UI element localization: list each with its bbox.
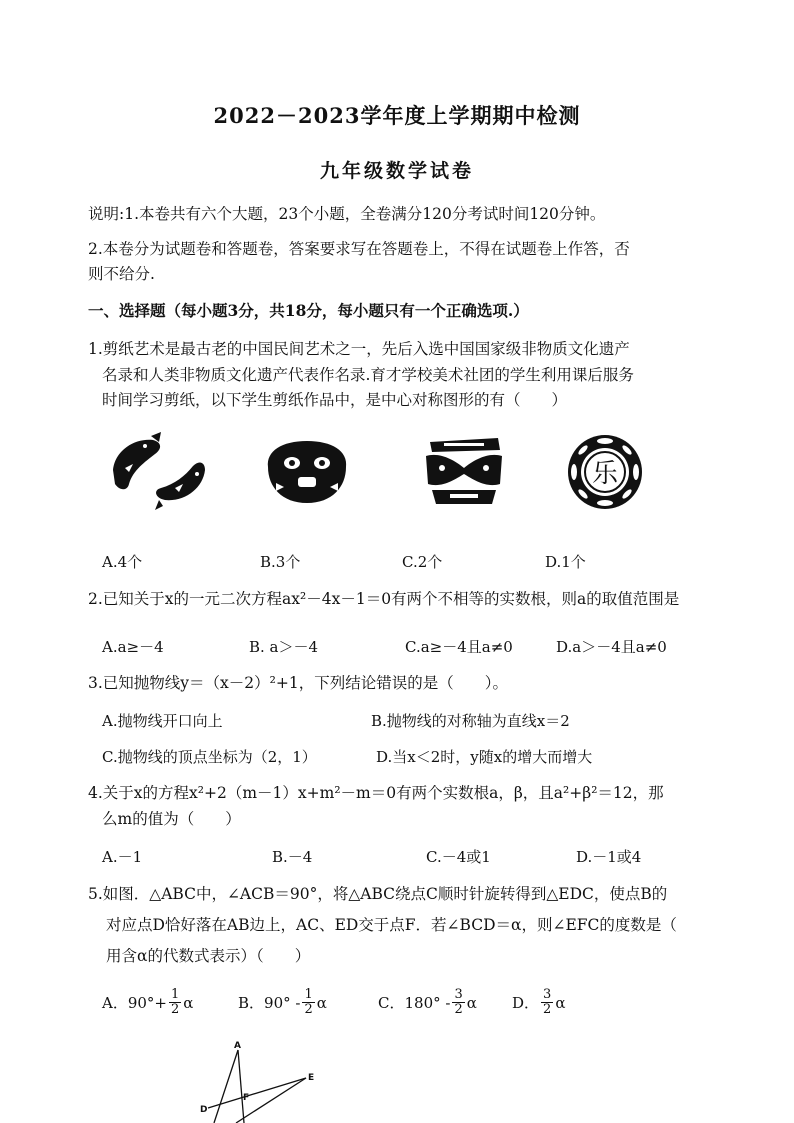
instruction-line-1: 说明:1.本卷共有六个大题，23个小题，全卷满分120分考试时间120分钟。 [88, 205, 606, 223]
q5-option-b [238, 988, 327, 1017]
label-f: F [243, 1093, 250, 1103]
q5-option-b-numerator: 1 [304, 987, 313, 1002]
q5-option-d-denominator: 2 [543, 1002, 552, 1017]
q5-option-d-prefix: D． [512, 994, 540, 1012]
instruction-line-2a: 2.本卷分为试题卷和答题卷，答案要求写在答题卷上，不得在试题卷上作答，否 [88, 240, 630, 258]
q5-option-b-suffix: α [316, 993, 327, 1012]
q5-option-a [102, 988, 193, 1017]
q5-option-a-denominator: 2 [171, 1002, 180, 1017]
q5-stem-line-3: 用含α的代数式表示）（ ） [106, 947, 311, 965]
label-e: E [308, 1073, 315, 1083]
q4-stem-line-1: 4.关于x的方程x²+2（m－1）x+m²－m＝0有两个实数根a，β，且a²+β²＝12，那 [88, 784, 664, 802]
q5-option-a-numerator: 1 [171, 987, 180, 1002]
q4-stem-line-2: 么m的值为（ ） [102, 810, 241, 828]
q5-geometry-figure [196, 1040, 326, 1123]
q1-option-a: A.4个 [102, 553, 143, 571]
q2-option-c: C.a≥－4且a≠0 [405, 638, 513, 656]
q4-option-d: D.－1或4 [576, 848, 642, 866]
label-a: A [234, 1041, 241, 1051]
instruction-line-2b: 则不给分. [88, 265, 155, 283]
q3-stem: 3.已知抛物线y＝（x－2）²+1，下列结论错误的是（ ）。 [88, 674, 508, 692]
q5-option-b-denominator: 2 [304, 1002, 313, 1017]
q3-option-b: B.抛物线的对称轴为直线x＝2 [371, 712, 570, 730]
q5-option-c-fraction [452, 988, 464, 1017]
lion-face-papercut-image [262, 437, 352, 507]
q2-option-b: B. a＞－4 [249, 638, 319, 656]
segment-ac [238, 1050, 244, 1123]
q4-option-a: A.－1 [102, 848, 143, 866]
q1-stem-line-1: 1.剪纸艺术是最古老的中国民间艺术之一，先后入选中国国家级非物质文化遗产 [88, 340, 630, 358]
q5-option-c [378, 988, 477, 1017]
segment-de [208, 1078, 306, 1108]
q5-option-a-fraction [169, 988, 181, 1017]
label-d: D [200, 1105, 208, 1115]
q3-option-d: D.当x＜2时，y随x的增大而增大 [376, 748, 593, 766]
segment-ab [214, 1050, 238, 1123]
fish-pair-papercut-image [105, 430, 213, 512]
q5-stem-line-2: 对应点D恰好落在AB边上，AC、ED交于点F．若∠BCD＝α，则∠EFC的度数是（ [106, 916, 677, 934]
exam-title: 2022－2023学年度上学期期中检测 [213, 103, 581, 128]
q2-option-a: A.a≥－4 [102, 638, 164, 656]
q5-option-c-numerator: 3 [454, 987, 463, 1002]
q4-option-b: B.－4 [272, 848, 313, 866]
q5-option-d-numerator: 3 [543, 987, 552, 1002]
q1-option-c: C.2个 [402, 553, 443, 571]
q1-stem-line-3: 时间学习剪纸，以下学生剪纸作品中，是中心对称图形的有（ ） [102, 391, 568, 409]
q5-option-d [512, 988, 565, 1017]
exam-subtitle: 九年级数学试卷 [319, 160, 474, 182]
q4-option-c: C.－4或1 [426, 848, 491, 866]
q5-option-c-suffix: α [466, 993, 477, 1012]
q2-stem: 2.已知关于x的一元二次方程ax²－4x－1＝0有两个不相等的实数根，则a的取值范围是 [88, 590, 680, 608]
le-circle-papercut-image [565, 432, 645, 512]
q5-option-c-prefix: C．180° - [378, 994, 451, 1012]
section-heading: 一、选择题（每小题3分，共18分，每小题只有一个正确选项.） [88, 301, 529, 320]
q5-stem-line-1: 5.如图．△ABC中，∠ACB＝90°，将△ABC绕点C顺时针旋转得到△EDC，使点B的 [88, 885, 668, 903]
q5-option-d-suffix: α [555, 993, 566, 1012]
q5-option-d-fraction [541, 988, 553, 1017]
q5-option-b-prefix: B．90° - [238, 994, 301, 1012]
q3-option-c: C.抛物线的顶点坐标为（2，1） [102, 748, 317, 766]
q3-option-a: A.抛物线开口向上 [102, 712, 223, 730]
q1-stem-line-2: 名录和人类非物质文化遗产代表作名录.育才学校美术社团的学生利用课后服务 [102, 366, 634, 384]
q1-option-b: B.3个 [260, 553, 301, 571]
q5-option-b-fraction [302, 988, 314, 1017]
q1-option-d: D.1个 [545, 553, 586, 571]
le-character: 乐 [591, 459, 619, 489]
q5-option-c-denominator: 2 [454, 1002, 463, 1017]
q5-option-a-suffix: α [183, 993, 194, 1012]
q2-option-d: D.a＞－4且a≠0 [556, 638, 667, 656]
q5-option-a-prefix: A．90°+ [102, 994, 167, 1012]
dragon-fish-papercut-image [420, 432, 508, 510]
